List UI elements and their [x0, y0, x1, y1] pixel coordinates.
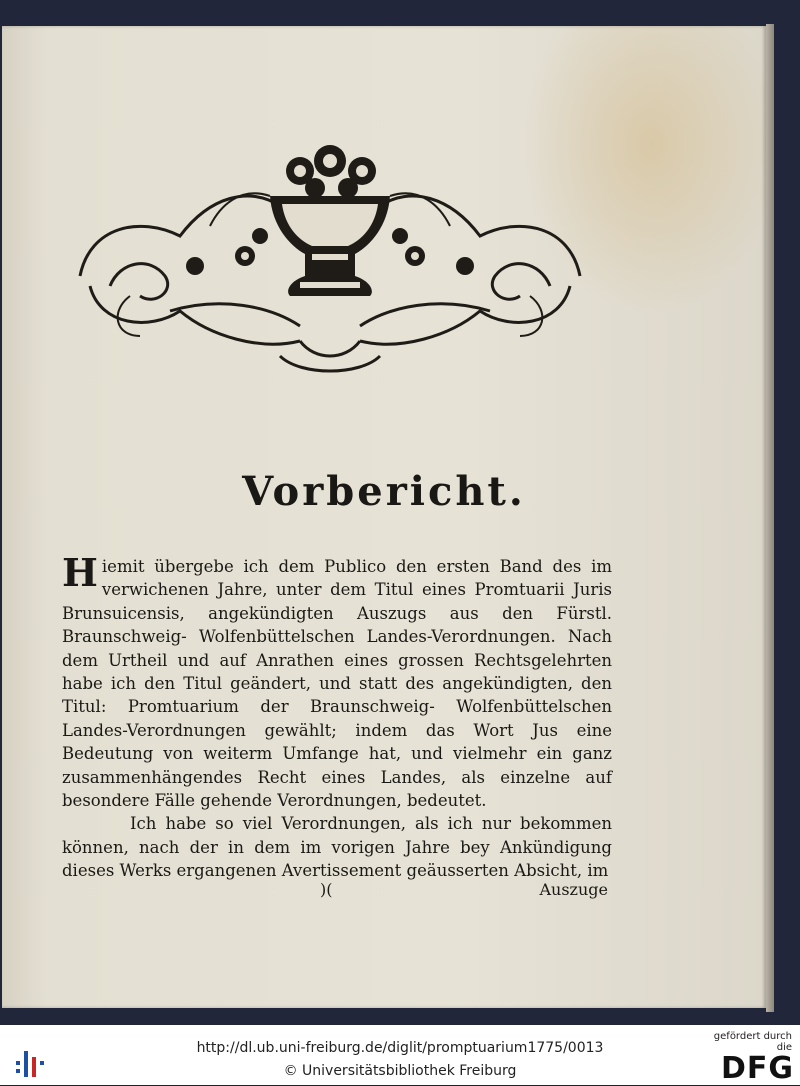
catchword: Auszuge — [539, 880, 608, 899]
document-url[interactable]: http://dl.ub.uni-freiburg.de/diglit/promptuarium1775/0013 — [196, 1040, 604, 1056]
paragraph-2: Ich habe so viel Verordnungen, als ich nur bekommen können, nach der in dem im vorigen Jahre bey Ankündigung dieses Werks ergangenen Avertissement geäusserten Absicht, im — [62, 814, 612, 881]
vignette-ornament-icon — [70, 136, 590, 386]
funding-label: gefördert durch die — [713, 1031, 792, 1053]
page-edge — [766, 24, 774, 1012]
viewer-footer — [0, 1025, 800, 1085]
paragraph-1: Hiemit übergebe ich dem Publico den ersten Band des im verwichenen Jahre, unter dem Titul eines Promtuarii Juris Brunsuicensis, angekündigten Auszugs aus den Fürstl. Braunschweig- Wolfenbüttelschen Landes-Verordnungen. Nach dem Urtheil und auf Anrathen eines grossen Rechtsgelehrten habe ich den Titul geändert, und statt des angekündigten, den Titul: Promtuarium der Braunschweig- Wolfenbüttelschen Landes-Verordnungen gewählt; indem das Wort Jus eine Bedeutung von weiterm Umfange hat, und vielmehr ein ganz zusammenhängendes Recht eines Landes, als einzelne auf besondere Fälle gehende Verordnungen, bedeutet. — [62, 550, 612, 811]
copyright-text: © Universitätsbibliothek Freiburg — [283, 1063, 517, 1079]
signature-mark: )( — [320, 880, 333, 899]
page-title: Vorbericht. — [242, 468, 526, 515]
body-text — [62, 550, 612, 883]
dfg-logo-text: DFG — [720, 1051, 794, 1086]
dfg-logo — [702, 1031, 794, 1086]
